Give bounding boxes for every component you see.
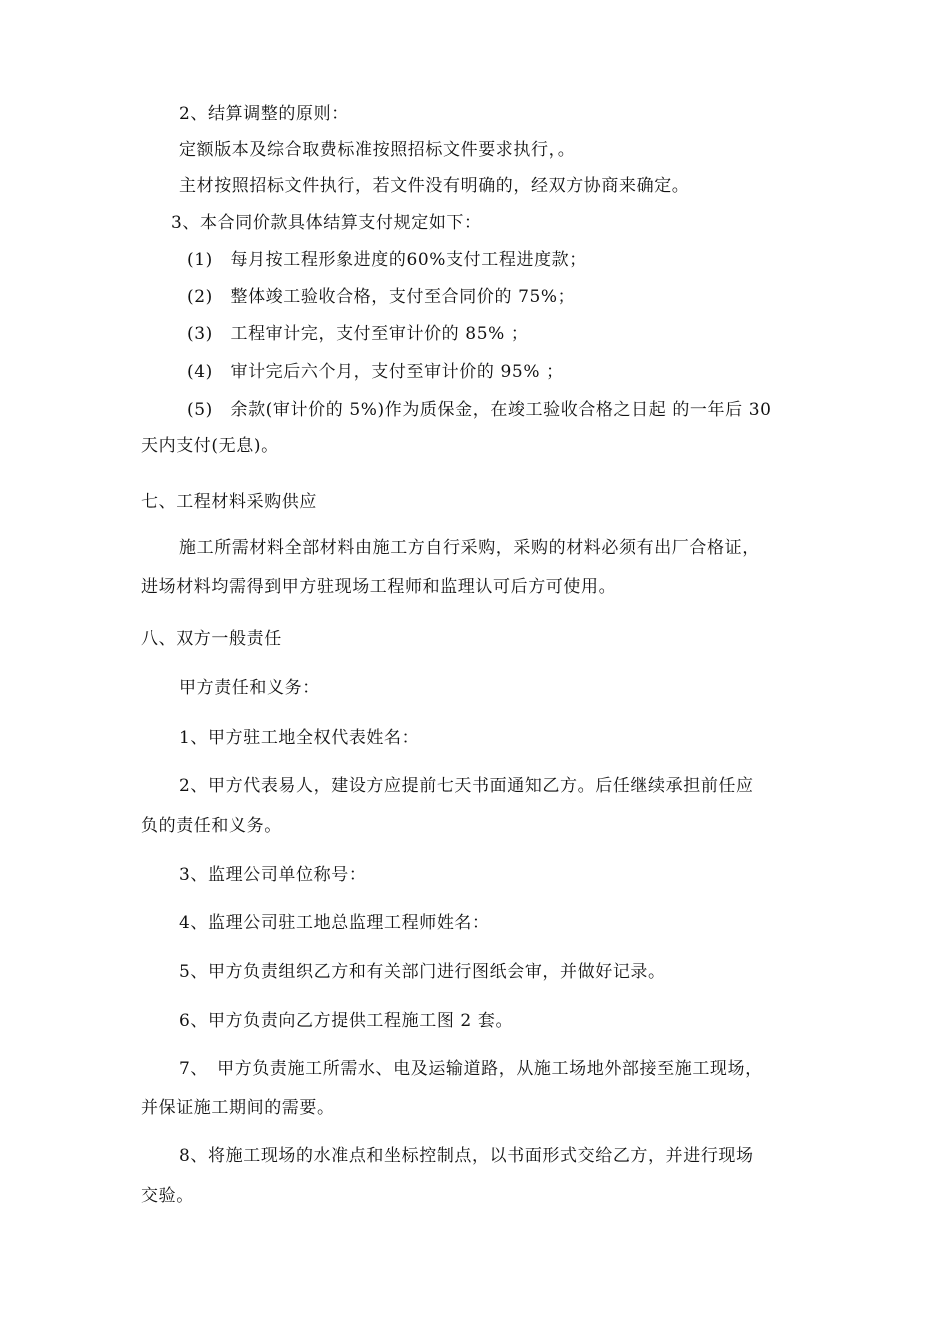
duty-item-3: 3、监理公司单位称号： bbox=[179, 865, 367, 885]
paragraph-quota-version: 定额版本及综合取费标准按照招标文件要求执行，。 bbox=[179, 140, 576, 160]
clause-heading-payment-rules: 3、本合同价款具体结算支付规定如下： bbox=[171, 213, 482, 233]
paragraph-main-materials: 主材按照招标文件执行，若文件没有明确的，经双方协商来确定。 bbox=[179, 176, 690, 196]
duty-item-4: 4、监理公司驻工地总监理工程师姓名： bbox=[179, 913, 490, 933]
duty-item-6: 6、甲方负责向乙方提供工程施工图 2 套。 bbox=[179, 1011, 514, 1031]
payment-item-5: (5) 余款(审计价的 5%)作为质保金，在竣工验收合格之日起 的一年后 30 bbox=[187, 400, 772, 420]
payment-item-1: (1) 每月按工程形象进度的60%支付工程进度款； bbox=[187, 250, 587, 270]
clause-heading-settlement-principle: 2、结算调整的原则： bbox=[179, 104, 349, 124]
duty-item-8-continued: 交验。 bbox=[141, 1186, 194, 1206]
section-heading-materials: 七、工程材料采购供应 bbox=[141, 492, 317, 512]
duty-item-7-continued: 并保证施工期间的需要。 bbox=[141, 1098, 335, 1118]
subheading-party-a-duties: 甲方责任和义务： bbox=[179, 678, 320, 698]
payment-item-3: (3) 工程审计完，支付至审计价的 85% ； bbox=[187, 324, 529, 344]
duty-item-8: 8、将施工现场的水准点和坐标控制点，以书面形式交给乙方，并进行现场 bbox=[179, 1146, 754, 1166]
payment-item-2: (2) 整体竣工验收合格，支付至合同价的 75%； bbox=[187, 287, 576, 307]
duty-item-5: 5、甲方负责组织乙方和有关部门进行图纸会审，并做好记录。 bbox=[179, 962, 666, 982]
duty-item-1: 1、甲方驻工地全权代表姓名： bbox=[179, 728, 420, 748]
payment-item-5-continued: 天内支付(无息)。 bbox=[141, 436, 279, 456]
payment-item-4: (4) 审计完后六个月，支付至审计价的 95% ； bbox=[187, 362, 564, 382]
section-heading-general-responsibilities: 八、双方一般责任 bbox=[141, 629, 282, 649]
duty-item-7: 7、 甲方负责施工所需水、电及运输道路，从施工场地外部接至施工现场， bbox=[179, 1059, 763, 1079]
paragraph-materials-purchase: 施工所需材料全部材料由施工方自行采购，采购的材料必须有出厂合格证， bbox=[179, 538, 760, 558]
duty-item-2: 2、甲方代表易人，建设方应提前七天书面通知乙方。后任继续承担前任应 bbox=[179, 776, 754, 796]
duty-item-2-continued: 负的责任和义务。 bbox=[141, 816, 282, 836]
paragraph-materials-purchase-continued: 进场材料均需得到甲方驻现场工程师和监理认可后方可使用。 bbox=[141, 577, 617, 597]
